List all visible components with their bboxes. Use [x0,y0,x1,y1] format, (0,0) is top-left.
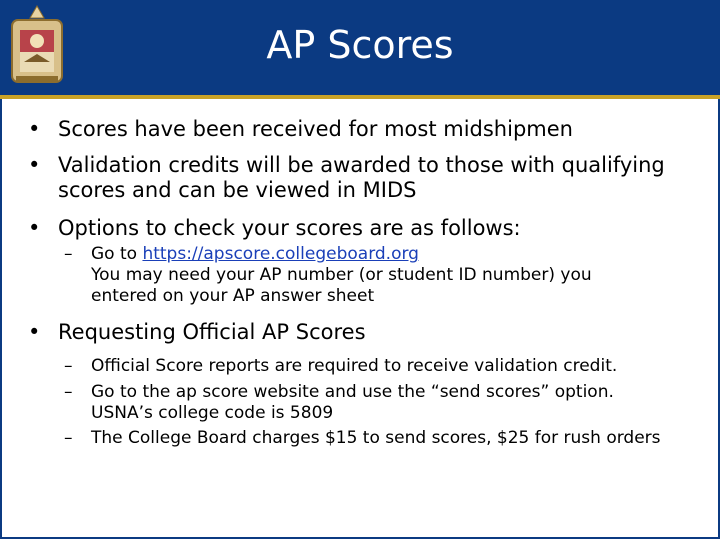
dash-icon: – [64,382,73,402]
sub-text-line: USNA’s college code is 5809 [91,403,334,423]
dash-icon: – [64,356,73,376]
apscore-link[interactable]: https://apscore.collegeboard.org [142,244,419,264]
sub-text-line: entered on your AP answer sheet [91,286,375,306]
bullet-icon: • [28,216,41,240]
title-bar [0,0,720,95]
sub-text: Official Score reports are required to receive validation credit. [91,356,618,376]
page-title: AP Scores [266,23,454,67]
bullet-text-line: Validation credits will be awarded to those with qualifying [58,153,665,177]
bullet-icon: • [28,117,41,141]
bullet-icon: • [28,153,41,177]
dash-icon: – [64,428,73,448]
bullet-text-line: scores and can be viewed in MIDS [58,178,417,202]
bullet-text: Options to check your scores are as follows: [58,216,521,240]
bullet-text: Requesting Official AP Scores [58,320,366,344]
sub-text-line: You may need your AP number (or student ID number) you [91,265,592,285]
sub-text-line: Go to the ap score website and use the “send scores” option. [91,382,614,402]
sub-text-line [91,244,701,265]
bullet-icon: • [28,320,41,344]
sub-text: The College Board charges $15 to send scores, $25 for rush orders [91,428,661,448]
bullet-text: Scores have been received for most midshipmen [58,117,573,141]
sub-text-prefix: Go to [91,244,143,264]
dash-icon: – [64,244,73,264]
